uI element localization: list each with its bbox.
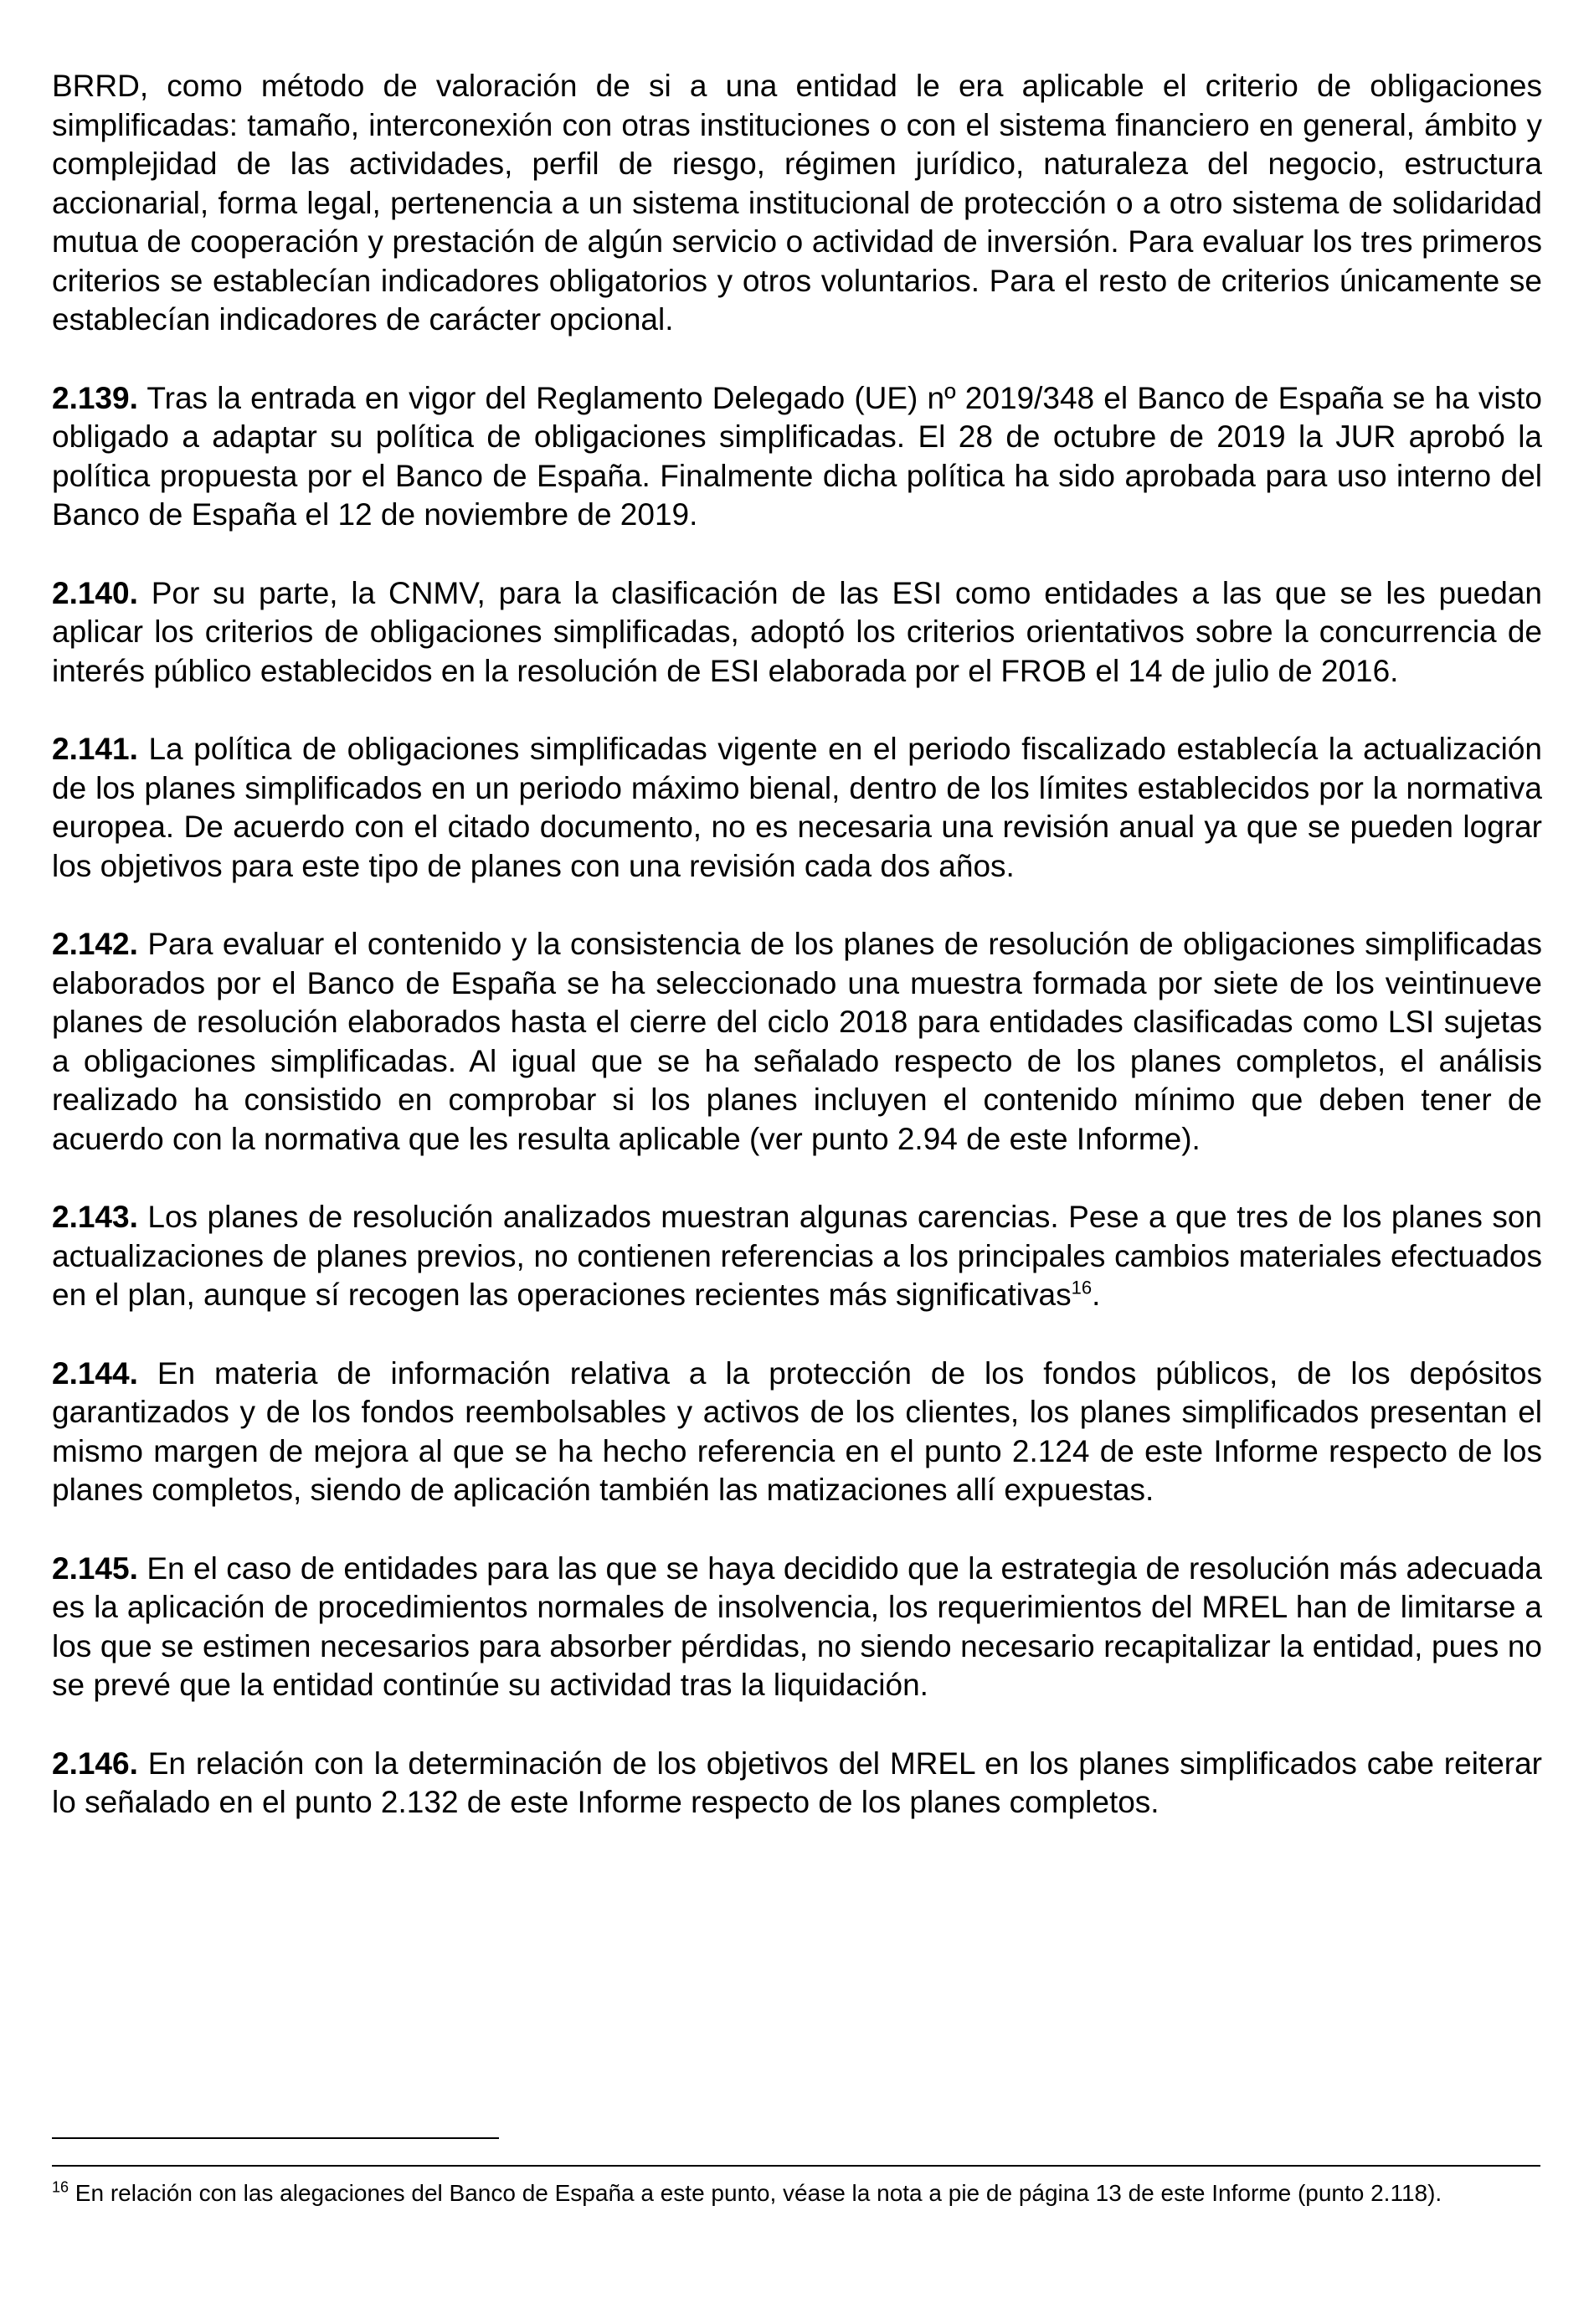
footnote-separator [52,2137,499,2139]
paragraph-number: 2.145. [52,1550,138,1586]
paragraph-number: 2.146. [52,1746,138,1781]
paragraph-2-142 [52,925,1542,1159]
paragraph-number: 2.139. [52,380,138,415]
paragraph-number: 2.140. [52,575,138,610]
paragraph-2-139 [52,379,1542,535]
paragraph-number: 2.144. [52,1355,138,1391]
document-body [52,67,1542,1862]
paragraph-text: En materia de información relativa a la protección de los fondos públicos, de los depósitos garantizados y de los fondos reembolsables y activos de los clientes, los planes simplificados presentan el mismo margen de mejora al que se ha hecho referencia en el punto 2.124 de este Informe respecto de los planes completos, siendo de aplicación también las matizaciones allí expuestas. [52,1355,1543,1507]
paragraph-2-145 [52,1550,1542,1705]
footnote [52,2177,1534,2209]
paragraph-number: 2.141. [52,732,138,766]
paragraph-2-144 [52,1355,1542,1510]
paragraph-text: Para evaluar el contenido y la consistencia de los planes de resolución de obligaciones simplificadas elaborados por el Banco de España se ha seleccionado una muestra formada por siete de los veintinueve planes de resolución elaborados hasta el cierre del ciclo 2018 para entidades clasificadas como LSI sujetas a obligaciones simplificadas. Al igual que se ha señalado respecto de los planes completos, el análisis realizado ha consistido en comprobar si los planes incluyen el contenido mínimo que deben tener de acuerdo con la normativa que les resulta aplicable (ver punto 2.94 de este Informe). [52,927,1542,1156]
footnote-reference[interactable]: 16 [1071,1277,1093,1298]
intro-paragraph: BRRD, como método de valoración de si a una entidad le era aplicable el criterio de obligaciones simplificadas: tamaño, interconexión con otras instituciones o con el sistema financiero en general, ámbito y complejidad de las actividades, perfil de riesgo, régimen jurídico, naturaleza del negocio, estructura accionarial, forma legal, pertenencia a un sistema institucional de protección o a otro sistema de solidaridad mutua de cooperación y prestación de algún servicio o actividad de inversión. Para evaluar los tres primeros criterios se establecían indicadores obligatorios y otros voluntarios. Para el resto de criterios únicamente se establecían indicadores de carácter opcional. [52,69,1542,337]
paragraph-text: Los planes de resolución analizados muestran algunas carencias. Pese a que tres de los planes son actualizaciones de planes previos, no contienen referencias a los principales cambios materiales efectuados en el plan, aunque sí recogen las operaciones recientes más significativas [52,1200,1543,1312]
paragraph-text: La política de obligaciones simplificadas vigente en el periodo fiscalizado establecía la actualización de los planes simplificados en un periodo máximo bienal, dentro de los límites establecidos por la normativa europea. De acuerdo con el citado documento, no es necesaria una revisión anual ya que se pueden lograr los objetivos para este tipo de planes con una revisión cada dos años. [52,732,1542,883]
paragraph-text: Por su parte, la CNMV, para la clasificación de las ESI como entidades a las que se les puedan aplicar los criterios de obligaciones simplificadas, adoptó los criterios orientativos sobre la concurrencia de interés público establecidos en la resolución de ESI elaborada por el FROB el 14 de julio de 2016. [52,575,1542,688]
footnote-text: En relación con las alegaciones del Banco de España a este punto, véase la nota a pie de página 13 de este Informe (punto 2.118). [69,2180,1442,2206]
footer-divider [52,2165,1540,2167]
paragraph-text-tail: . [1092,1278,1101,1312]
paragraph-text: En relación con la determinación de los objetivos del MREL en los planes simplificados cabe reiterar lo señalado en el punto 2.132 de este Informe respecto de los planes completos. [52,1746,1543,1819]
footnote-marker: 16 [52,2178,69,2196]
paragraph-text: Tras la entrada en vigor del Reglamento Delegado (UE) nº 2019/348 el Banco de España se ha visto obligado a adaptar su política de obligaciones simplificadas. El 28 de octubre de 2019 la JUR aprobó la política propuesta por el Banco de España. Finalmente dicha política ha sido aprobada para uso interno del Banco de España el 12 de noviembre de 2019. [52,380,1542,532]
paragraph-2-140 [52,574,1542,692]
paragraph-number: 2.142. [52,927,138,961]
paragraph-2-143 [52,1198,1542,1315]
paragraph-number: 2.143. [52,1200,138,1234]
paragraph-2-146 [52,1745,1542,1823]
paragraph-2-141 [52,730,1542,886]
paragraph-text: En el caso de entidades para las que se haya decidido que la estrategia de resolución más adecuada es la aplicación de procedimientos normales de insolvencia, los requerimientos del MREL han de limitarse a los que se estimen necesarios para absorber pérdidas, no siendo necesario recapitalizar la entidad, pues no se prevé que la entidad continúe su actividad tras la liquidación. [52,1550,1542,1702]
